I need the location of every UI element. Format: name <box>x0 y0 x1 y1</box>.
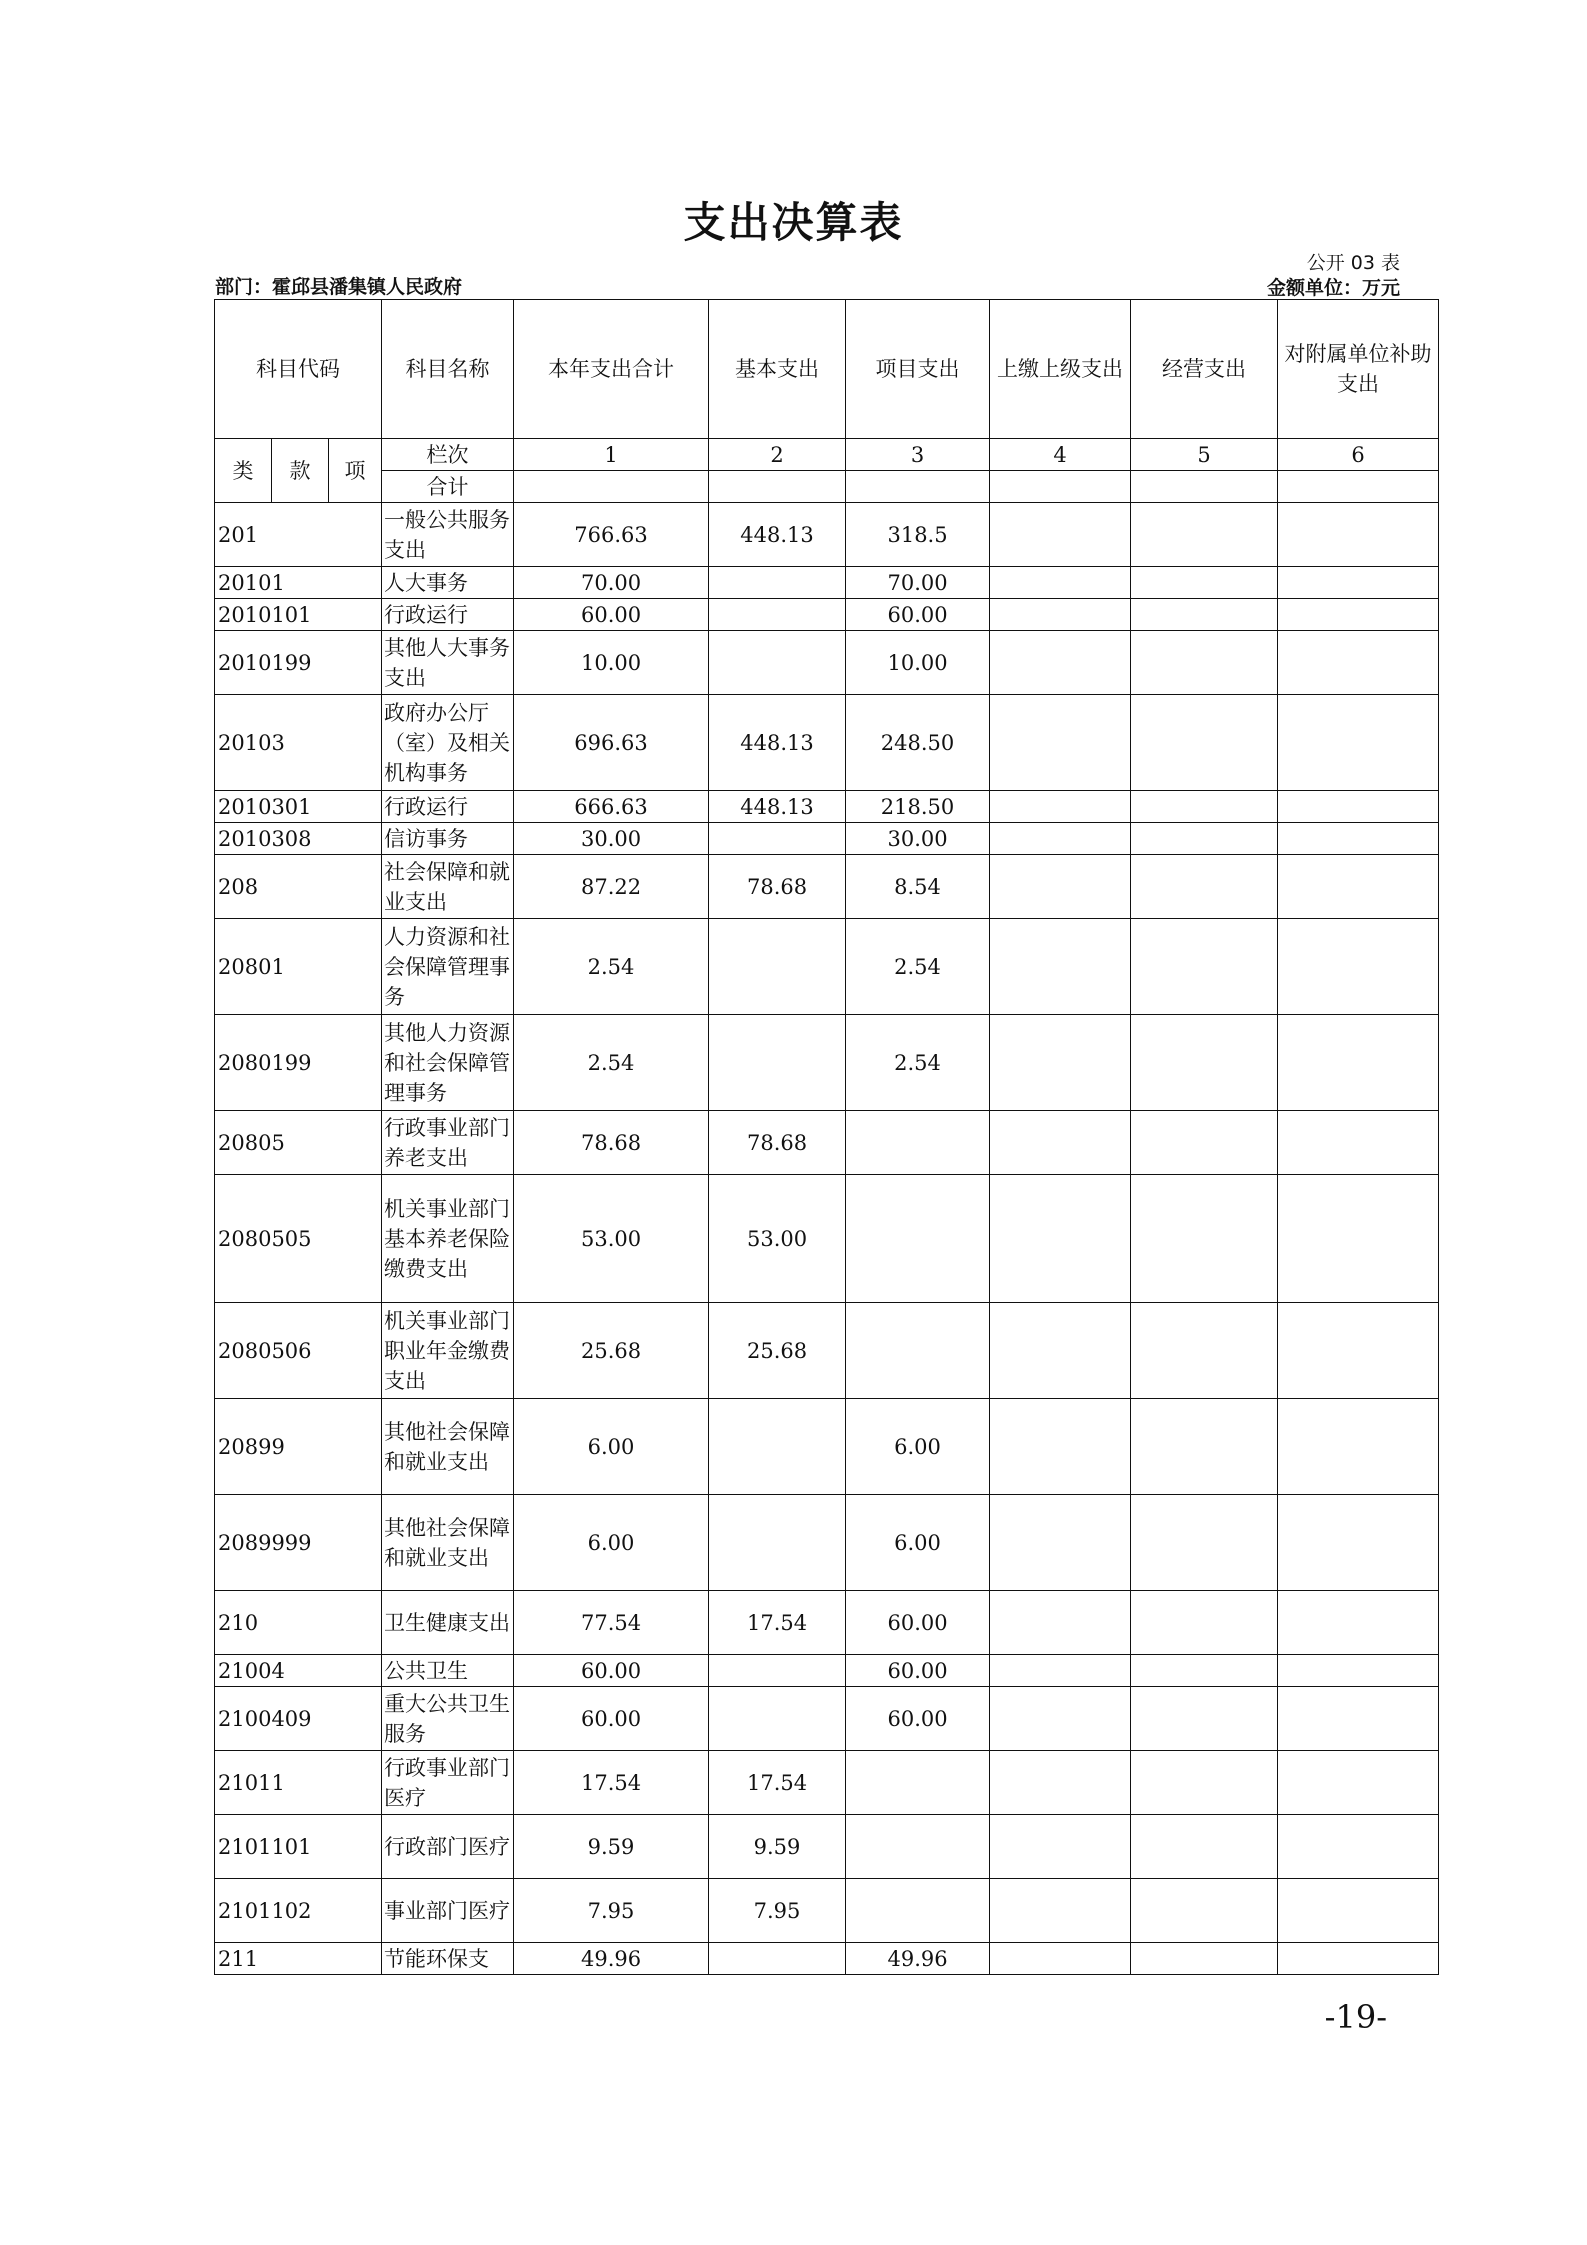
cell-code: 21011 <box>215 1751 382 1815</box>
cell-subsidy <box>1278 1815 1439 1879</box>
cell-subsidy <box>1278 1495 1439 1591</box>
cell-code: 20801 <box>215 919 382 1015</box>
page-title: 支出决算表 <box>683 198 904 247</box>
cell-upper <box>990 1015 1131 1111</box>
cell-total: 53.00 <box>514 1175 709 1303</box>
table-row <box>215 1111 1439 1175</box>
cell-subsidy <box>1278 695 1439 791</box>
cell-name: 其他社会保障和就业支出 <box>382 1399 514 1495</box>
total-row <box>215 471 1439 503</box>
cell-basic <box>709 1943 846 1975</box>
cell-upper <box>990 1495 1131 1591</box>
cell-upper <box>990 599 1131 631</box>
cell-name: 人大事务 <box>382 567 514 599</box>
cell-business <box>1131 1943 1278 1975</box>
cell-name: 行政运行 <box>382 791 514 823</box>
cell-code: 211 <box>215 1943 382 1975</box>
table-row <box>215 1655 1439 1687</box>
cell-name: 其他人大事务支出 <box>382 631 514 695</box>
cell-subsidy <box>1278 1591 1439 1655</box>
table-row <box>215 1399 1439 1495</box>
cell-subsidy <box>1278 1303 1439 1399</box>
cell-total: 17.54 <box>514 1751 709 1815</box>
cell-upper <box>990 1399 1131 1495</box>
header-kuan: 款 <box>272 439 329 503</box>
cell-name: 行政运行 <box>382 599 514 631</box>
header-upper: 上缴上级支出 <box>990 300 1131 439</box>
cell-project: 49.96 <box>846 1943 990 1975</box>
cell-project: 6.00 <box>846 1399 990 1495</box>
cell-upper <box>990 1175 1131 1303</box>
cell-total: 9.59 <box>514 1815 709 1879</box>
cell-total: 7.95 <box>514 1879 709 1943</box>
cell-project <box>846 1751 990 1815</box>
cell-project: 8.54 <box>846 855 990 919</box>
cell-code: 21004 <box>215 1655 382 1687</box>
cell-code: 2101101 <box>215 1815 382 1879</box>
col-index-5: 5 <box>1131 439 1278 471</box>
cell-name: 其他社会保障和就业支出 <box>382 1495 514 1591</box>
cell-name: 其他人力资源和社会保障管理事务 <box>382 1015 514 1111</box>
table-row <box>215 1815 1439 1879</box>
cell-total: 70.00 <box>514 567 709 599</box>
cell-name: 卫生健康支出 <box>382 1591 514 1655</box>
cell-business <box>1131 1879 1278 1943</box>
cell-upper <box>990 1303 1131 1399</box>
cell-project: 30.00 <box>846 823 990 855</box>
cell-total: 78.68 <box>514 1111 709 1175</box>
cell-name: 事业部门医疗 <box>382 1879 514 1943</box>
cell-upper <box>990 1111 1131 1175</box>
form-number: 公开 03 表 <box>1306 252 1400 274</box>
cell-name: 机关事业部门基本养老保险缴费支出 <box>382 1175 514 1303</box>
cell-upper <box>990 823 1131 855</box>
cell-total: 87.22 <box>514 855 709 919</box>
cell-subsidy <box>1278 599 1439 631</box>
table-row <box>215 1495 1439 1591</box>
column-index-row <box>215 439 1439 471</box>
cell-basic: 17.54 <box>709 1751 846 1815</box>
table-row <box>215 1879 1439 1943</box>
cell-project: 60.00 <box>846 599 990 631</box>
cell-basic: 17.54 <box>709 1591 846 1655</box>
cell-business <box>1131 1655 1278 1687</box>
cell-business <box>1131 631 1278 695</box>
cell-project: 2.54 <box>846 919 990 1015</box>
cell-code: 2010301 <box>215 791 382 823</box>
table-row <box>215 1591 1439 1655</box>
cell-business <box>1131 503 1278 567</box>
cell-business <box>1131 791 1278 823</box>
cell-code: 2010199 <box>215 631 382 695</box>
col-index-6: 6 <box>1278 439 1439 471</box>
cell-basic: 448.13 <box>709 503 846 567</box>
header-code: 科目代码 <box>215 300 382 439</box>
cell-total: 6.00 <box>514 1399 709 1495</box>
col-index-1: 1 <box>514 439 709 471</box>
cell-total: 25.68 <box>514 1303 709 1399</box>
cell-business <box>1131 1751 1278 1815</box>
cell-upper <box>990 1687 1131 1751</box>
cell-code: 2010308 <box>215 823 382 855</box>
cell-upper <box>990 1655 1131 1687</box>
cell-subsidy <box>1278 1751 1439 1815</box>
header-basic: 基本支出 <box>709 300 846 439</box>
cell-project: 60.00 <box>846 1655 990 1687</box>
cell-name: 信访事务 <box>382 823 514 855</box>
cell-basic <box>709 1015 846 1111</box>
header-business: 经营支出 <box>1131 300 1278 439</box>
table-row <box>215 1015 1439 1111</box>
table-body <box>215 503 1439 1975</box>
table-row <box>215 599 1439 631</box>
cell-subsidy <box>1278 1879 1439 1943</box>
cell-name: 政府办公厅（室）及相关机构事务 <box>382 695 514 791</box>
cell-upper <box>990 855 1131 919</box>
cell-upper <box>990 1751 1131 1815</box>
cell-project <box>846 1175 990 1303</box>
cell-business <box>1131 1591 1278 1655</box>
cell-basic: 9.59 <box>709 1815 846 1879</box>
cell-basic <box>709 1687 846 1751</box>
cell-name: 社会保障和就业支出 <box>382 855 514 919</box>
cell-basic <box>709 919 846 1015</box>
expenditure-table <box>214 299 1439 1975</box>
cell-name: 行政事业部门养老支出 <box>382 1111 514 1175</box>
table-row <box>215 567 1439 599</box>
table-row <box>215 919 1439 1015</box>
cell-upper <box>990 1815 1131 1879</box>
cell-business <box>1131 855 1278 919</box>
cell-total: 2.54 <box>514 919 709 1015</box>
cell-code: 210 <box>215 1591 382 1655</box>
cell-project <box>846 1111 990 1175</box>
cell-code: 20103 <box>215 695 382 791</box>
header-lei: 类 <box>215 439 272 503</box>
cell-business <box>1131 1175 1278 1303</box>
cell-business <box>1131 599 1278 631</box>
cell-code: 20805 <box>215 1111 382 1175</box>
cell-name: 一般公共服务支出 <box>382 503 514 567</box>
cell-subsidy <box>1278 1655 1439 1687</box>
total-cell <box>1278 471 1439 503</box>
cell-total: 49.96 <box>514 1943 709 1975</box>
cell-subsidy <box>1278 1399 1439 1495</box>
total-cell <box>990 471 1131 503</box>
cell-subsidy <box>1278 1175 1439 1303</box>
cell-total: 10.00 <box>514 631 709 695</box>
table-row <box>215 1943 1439 1975</box>
cell-project: 218.50 <box>846 791 990 823</box>
cell-basic: 78.68 <box>709 1111 846 1175</box>
cell-total: 696.63 <box>514 695 709 791</box>
page-number: -19- <box>1324 1998 1387 2036</box>
cell-code: 2080199 <box>215 1015 382 1111</box>
cell-code: 2089999 <box>215 1495 382 1591</box>
cell-business <box>1131 567 1278 599</box>
header-subsidy: 对附属单位补助支出 <box>1278 300 1439 439</box>
cell-total: 30.00 <box>514 823 709 855</box>
cell-subsidy <box>1278 823 1439 855</box>
cell-business <box>1131 1111 1278 1175</box>
cell-project: 318.5 <box>846 503 990 567</box>
cell-project <box>846 1815 990 1879</box>
cell-code: 2101102 <box>215 1879 382 1943</box>
col-index-4: 4 <box>990 439 1131 471</box>
cell-project <box>846 1303 990 1399</box>
cell-name: 公共卫生 <box>382 1655 514 1687</box>
total-cell <box>846 471 990 503</box>
cell-subsidy <box>1278 791 1439 823</box>
cell-business <box>1131 1495 1278 1591</box>
col-index-2: 2 <box>709 439 846 471</box>
cell-basic: 25.68 <box>709 1303 846 1399</box>
cell-project: 248.50 <box>846 695 990 791</box>
cell-basic <box>709 1399 846 1495</box>
header-name: 科目名称 <box>382 300 514 439</box>
cell-subsidy <box>1278 1111 1439 1175</box>
table-row <box>215 1751 1439 1815</box>
cell-subsidy <box>1278 1687 1439 1751</box>
cell-subsidy <box>1278 855 1439 919</box>
cell-subsidy <box>1278 1015 1439 1111</box>
cell-business <box>1131 1687 1278 1751</box>
cell-project: 10.00 <box>846 631 990 695</box>
cell-code: 208 <box>215 855 382 919</box>
cell-code: 2080505 <box>215 1175 382 1303</box>
cell-project: 60.00 <box>846 1687 990 1751</box>
cell-total: 60.00 <box>514 599 709 631</box>
cell-total: 60.00 <box>514 1687 709 1751</box>
cell-business <box>1131 919 1278 1015</box>
cell-basic: 53.00 <box>709 1175 846 1303</box>
table-row <box>215 631 1439 695</box>
cell-basic: 448.13 <box>709 695 846 791</box>
cell-subsidy <box>1278 919 1439 1015</box>
cell-business <box>1131 1815 1278 1879</box>
cell-upper <box>990 1879 1131 1943</box>
cell-upper <box>990 791 1131 823</box>
cell-business <box>1131 823 1278 855</box>
cell-code: 20899 <box>215 1399 382 1495</box>
cell-upper <box>990 503 1131 567</box>
table-row <box>215 1303 1439 1399</box>
cell-code: 2100409 <box>215 1687 382 1751</box>
cell-code: 2080506 <box>215 1303 382 1399</box>
cell-basic <box>709 823 846 855</box>
table-row <box>215 791 1439 823</box>
cell-upper <box>990 1591 1131 1655</box>
cell-name: 节能环保支 <box>382 1943 514 1975</box>
cell-basic <box>709 631 846 695</box>
table-row <box>215 823 1439 855</box>
cell-upper <box>990 1943 1131 1975</box>
cell-subsidy <box>1278 631 1439 695</box>
cell-name: 行政事业部门医疗 <box>382 1751 514 1815</box>
cell-total: 766.63 <box>514 503 709 567</box>
cell-project: 60.00 <box>846 1591 990 1655</box>
cell-subsidy <box>1278 503 1439 567</box>
cell-basic: 448.13 <box>709 791 846 823</box>
cell-name: 行政部门医疗 <box>382 1815 514 1879</box>
cell-total: 6.00 <box>514 1495 709 1591</box>
cell-subsidy <box>1278 567 1439 599</box>
cell-code: 20101 <box>215 567 382 599</box>
cell-basic <box>709 599 846 631</box>
cell-basic <box>709 1495 846 1591</box>
cell-project: 6.00 <box>846 1495 990 1591</box>
header-lanci: 栏次 <box>382 439 514 471</box>
cell-total: 60.00 <box>514 1655 709 1687</box>
cell-name: 人力资源和社会保障管理事务 <box>382 919 514 1015</box>
cell-code: 2010101 <box>215 599 382 631</box>
cell-business <box>1131 1303 1278 1399</box>
cell-total: 2.54 <box>514 1015 709 1111</box>
cell-project <box>846 1879 990 1943</box>
cell-basic <box>709 1655 846 1687</box>
cell-basic: 78.68 <box>709 855 846 919</box>
department-label: 部门：霍邱县潘集镇人民政府 <box>215 276 463 298</box>
cell-upper <box>990 695 1131 791</box>
total-cell <box>514 471 709 503</box>
cell-upper <box>990 919 1131 1015</box>
header-total: 本年支出合计 <box>514 300 709 439</box>
cell-business <box>1131 1015 1278 1111</box>
cell-upper <box>990 567 1131 599</box>
total-cell <box>709 471 846 503</box>
header-row <box>215 300 1439 439</box>
header-xiang: 项 <box>329 439 382 503</box>
table-row <box>215 1175 1439 1303</box>
cell-basic <box>709 567 846 599</box>
cell-project: 70.00 <box>846 567 990 599</box>
cell-business <box>1131 695 1278 791</box>
cell-subsidy <box>1278 1943 1439 1975</box>
amount-unit: 金额单位：万元 <box>1266 277 1400 299</box>
table-row <box>215 1687 1439 1751</box>
cell-code: 201 <box>215 503 382 567</box>
cell-upper <box>990 631 1131 695</box>
header-heji: 合计 <box>382 471 514 503</box>
table-row <box>215 855 1439 919</box>
table-row <box>215 695 1439 791</box>
table-row <box>215 503 1439 567</box>
cell-name: 重大公共卫生服务 <box>382 1687 514 1751</box>
cell-basic: 7.95 <box>709 1879 846 1943</box>
cell-total: 666.63 <box>514 791 709 823</box>
cell-business <box>1131 1399 1278 1495</box>
header-project: 项目支出 <box>846 300 990 439</box>
cell-total: 77.54 <box>514 1591 709 1655</box>
cell-project: 2.54 <box>846 1015 990 1111</box>
total-cell <box>1131 471 1278 503</box>
cell-name: 机关事业部门职业年金缴费支出 <box>382 1303 514 1399</box>
col-index-3: 3 <box>846 439 990 471</box>
